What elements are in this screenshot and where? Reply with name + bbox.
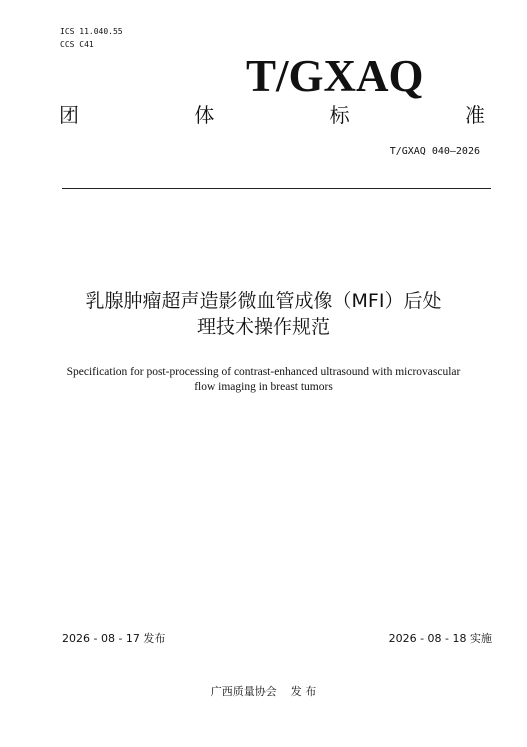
english-title — [40, 365, 487, 395]
english-title-line: flow imaging in breast tumors — [194, 381, 333, 393]
standard-type-char: 体 — [194, 103, 215, 127]
issue-date: 2026 - 08 - 17 发布 — [62, 632, 166, 645]
standard-number: T/GXAQ 040—2026 — [389, 146, 480, 157]
chinese-title-line: 乳腺肿瘤超声造影微血管成像（MFI）后处 — [85, 290, 442, 312]
standard-type-heading — [59, 103, 485, 127]
publisher-line: 广西质量协会 发 布 — [210, 685, 317, 698]
english-title-line: Specification for post-processing of contrast-enhanced ultrasound with microvascular — [66, 366, 461, 378]
standard-type-char: 团 — [59, 103, 79, 127]
chinese-title-line: 理技术操作规范 — [196, 316, 330, 338]
implementation-date: 2026 - 08 - 18 实施 — [388, 632, 492, 645]
standard-type-char: 标 — [329, 103, 350, 127]
ics-code: ICS 11.040.55 — [60, 27, 123, 36]
ccs-code: CCS C41 — [60, 40, 94, 49]
standard-type-char: 准 — [464, 103, 485, 127]
chinese-title — [40, 288, 487, 340]
header-divider — [62, 188, 491, 189]
standard-logo: T/GXAQ — [246, 51, 424, 101]
